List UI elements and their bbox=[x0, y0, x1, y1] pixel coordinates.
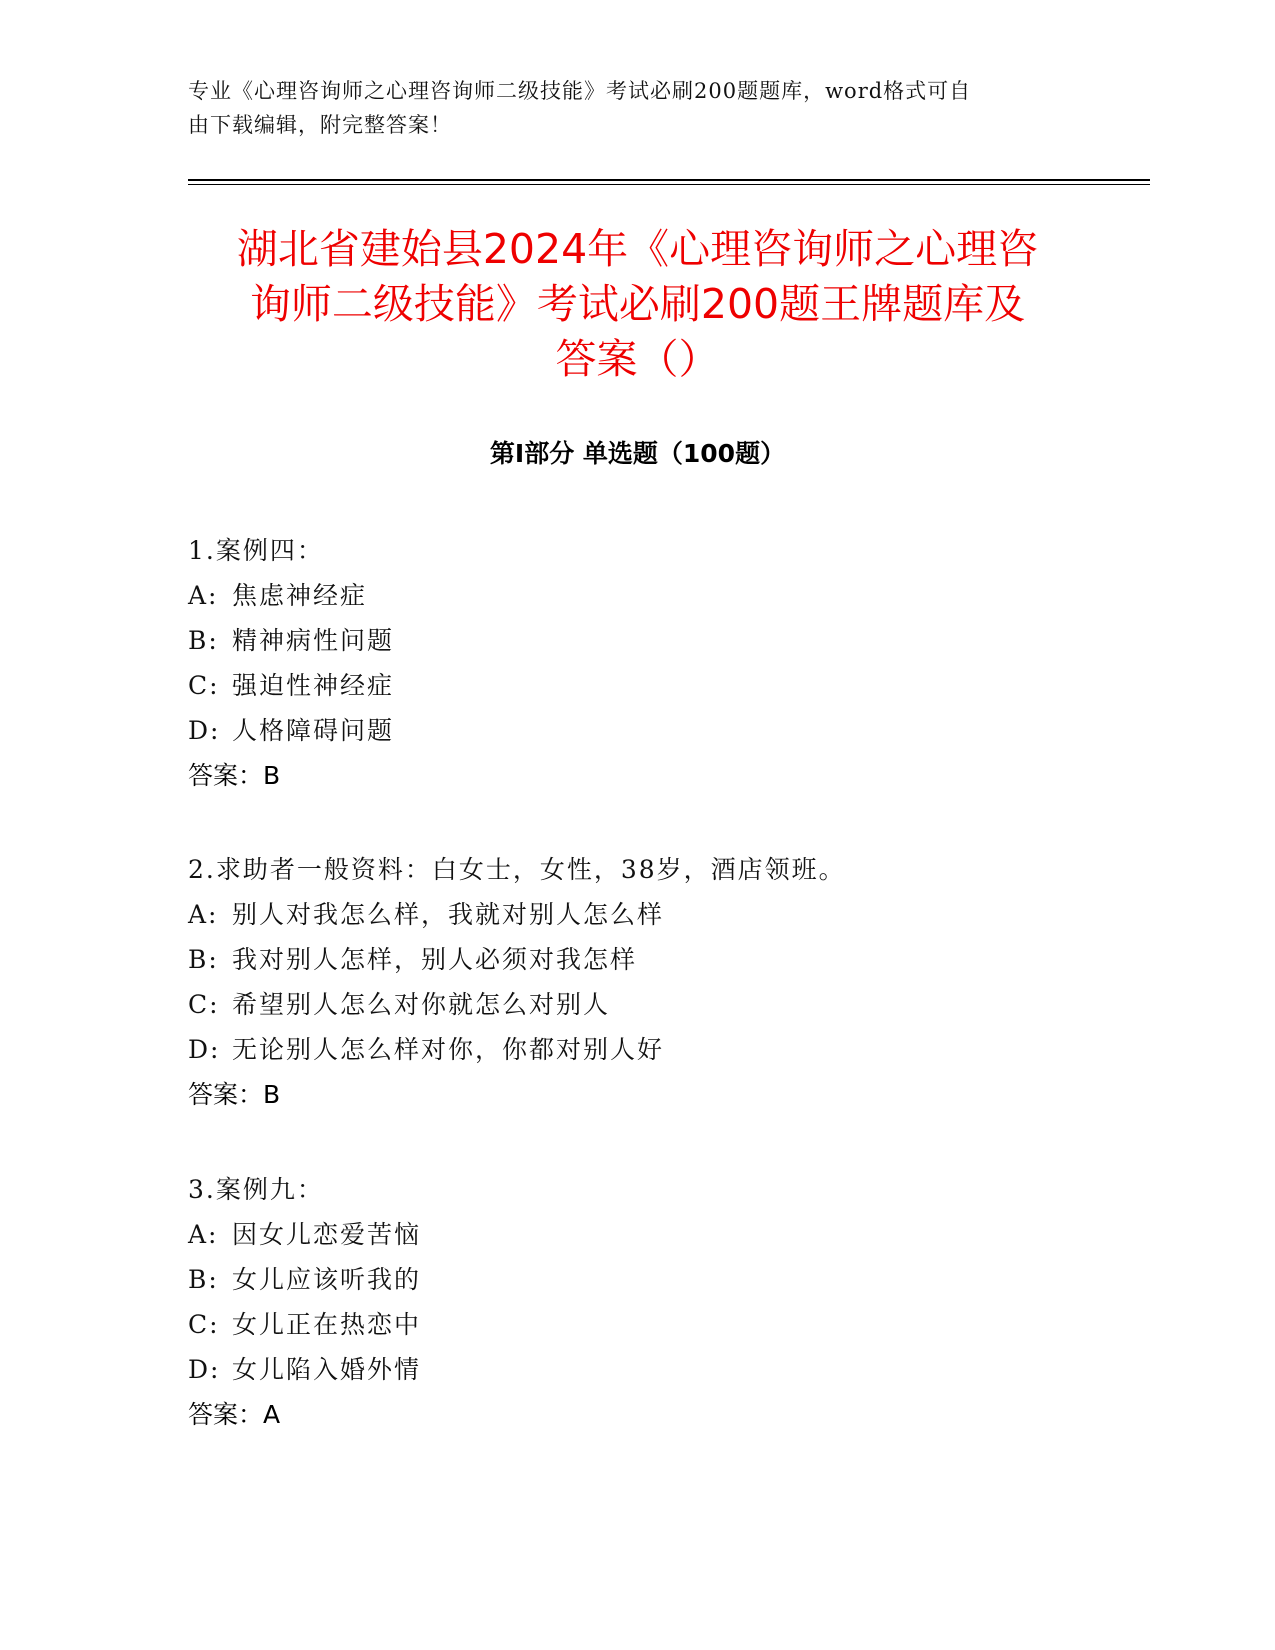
option-c bbox=[188, 982, 1088, 1027]
option-letter: C: bbox=[188, 671, 220, 700]
option-letter: B: bbox=[188, 1265, 219, 1294]
question-stem: 2.求助者一般资料：白女士，女性，38岁，酒店领班。 bbox=[188, 855, 846, 884]
option-letter: D: bbox=[188, 1355, 221, 1384]
section-heading: 第I部分 单选题（100题） bbox=[489, 439, 786, 468]
header-note bbox=[188, 74, 1068, 142]
document-title-line-2: 询师二级技能》考试必刷200题王牌题库及 bbox=[249, 280, 1026, 328]
option-text: 无论别人怎么样对你，你都对别人好 bbox=[232, 1035, 665, 1064]
document-title-line-1: 湖北省建始县2024年《心理咨询师之心理咨 bbox=[236, 225, 1039, 273]
option-c bbox=[188, 1302, 1088, 1347]
option-b bbox=[188, 618, 1088, 663]
question-stem: 1.案例四： bbox=[188, 536, 324, 565]
document-title-line-3: 答案（） bbox=[555, 335, 720, 383]
option-letter: C: bbox=[188, 990, 220, 1019]
option-text: 我对别人怎样，别人必须对我怎样 bbox=[232, 945, 638, 974]
option-c bbox=[188, 663, 1088, 708]
answer-label: 答案：A bbox=[188, 1400, 281, 1429]
header-note-line-2: 由下载编辑，附完整答案！ bbox=[188, 113, 452, 137]
option-letter: D: bbox=[188, 716, 221, 745]
option-d bbox=[188, 1027, 1088, 1072]
option-text: 因女儿恋爱苦恼 bbox=[232, 1220, 422, 1249]
option-a bbox=[188, 573, 1088, 618]
option-text: 强迫性神经症 bbox=[232, 671, 395, 700]
option-text: 女儿应该听我的 bbox=[232, 1265, 422, 1294]
option-text: 女儿正在热恋中 bbox=[232, 1310, 422, 1339]
header-divider-thick bbox=[188, 179, 1150, 181]
answer-label: 答案：B bbox=[188, 761, 281, 790]
question-stem: 3.案例九： bbox=[188, 1175, 324, 1204]
option-text: 别人对我怎么样，我就对别人怎么样 bbox=[232, 900, 665, 929]
header-note-line-1: 专业《心理咨询师之心理咨询师二级技能》考试必刷200题题库，word格式可自 bbox=[188, 79, 972, 103]
option-letter: B: bbox=[188, 626, 219, 655]
option-text: 精神病性问题 bbox=[232, 626, 395, 655]
option-letter: A: bbox=[188, 900, 219, 929]
option-text: 焦虑神经症 bbox=[232, 581, 368, 610]
option-letter: C: bbox=[188, 1310, 220, 1339]
option-text: 人格障碍问题 bbox=[232, 716, 395, 745]
option-a bbox=[188, 892, 1088, 937]
option-letter: A: bbox=[188, 581, 219, 610]
option-letter: A: bbox=[188, 1220, 219, 1249]
option-text: 希望别人怎么对你就怎么对别人 bbox=[232, 990, 611, 1019]
question-2 bbox=[188, 847, 1088, 1117]
option-text: 女儿陷入婚外情 bbox=[232, 1355, 422, 1384]
document-title bbox=[170, 222, 1105, 387]
option-b bbox=[188, 937, 1088, 982]
option-d bbox=[188, 1347, 1088, 1392]
option-a bbox=[188, 1212, 1088, 1257]
answer-label: 答案：B bbox=[188, 1080, 281, 1109]
header-divider-thin bbox=[188, 184, 1150, 185]
question-1 bbox=[188, 528, 1088, 798]
option-letter: B: bbox=[188, 945, 219, 974]
question-3 bbox=[188, 1167, 1088, 1437]
option-d bbox=[188, 708, 1088, 753]
option-letter: D: bbox=[188, 1035, 221, 1064]
option-b bbox=[188, 1257, 1088, 1302]
